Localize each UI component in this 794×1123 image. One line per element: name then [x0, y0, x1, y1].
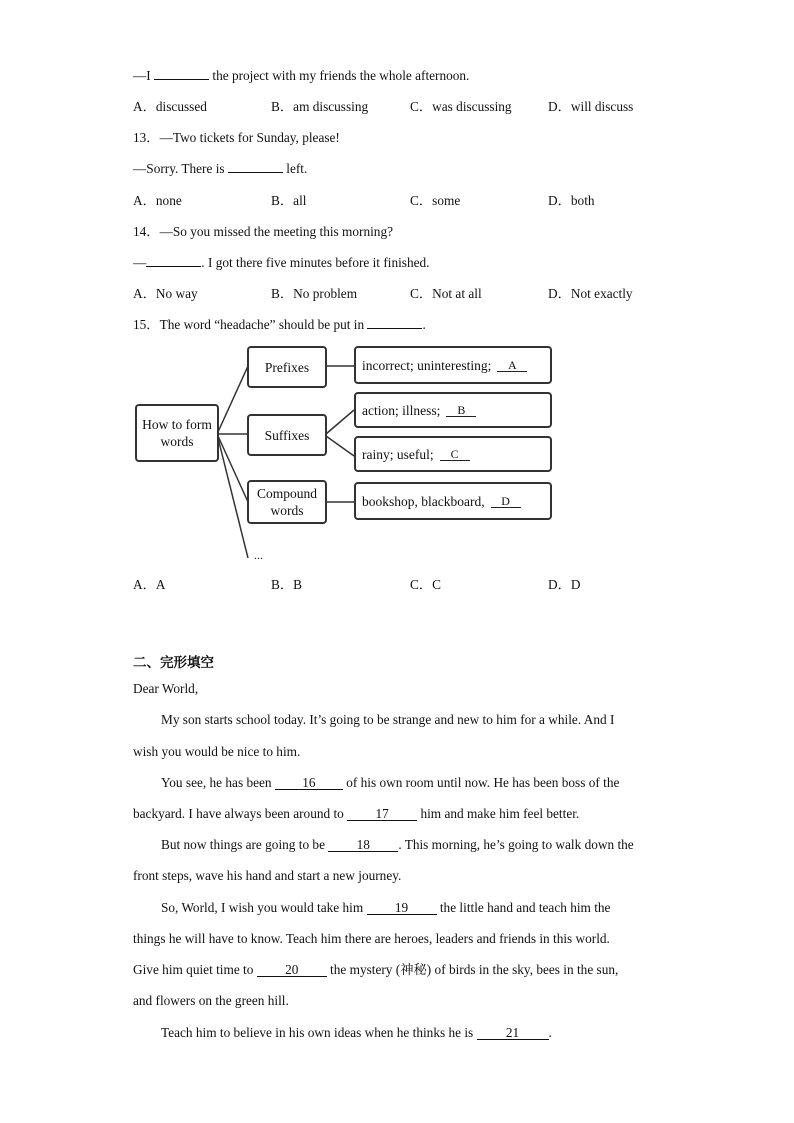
q12-option-b[interactable]: B．am discussing [271, 99, 369, 114]
q12-option-a[interactable]: A．discussed [133, 99, 207, 114]
q15-option-c[interactable]: C．C [410, 577, 442, 592]
passage-line: wish you would be nice to him. [133, 744, 301, 759]
passage-line: front steps, wave his hand and start a new journey. [133, 868, 402, 883]
answer-blank [146, 266, 201, 267]
ellipsis: ... [254, 548, 263, 562]
passage-line: My son starts school today. It’s going to be strange and new to him for a while. And I [161, 712, 615, 727]
suffix-examples-box-1: action; illness; B [354, 392, 552, 428]
q14-stem-1: 14．—So you missed the meeting this morning? [133, 224, 394, 239]
salutation: Dear World, [133, 681, 199, 696]
root-box: How to form words [135, 404, 219, 462]
prefixes-box: Prefixes [247, 346, 327, 388]
q15-option-a[interactable]: A．A [133, 577, 166, 592]
blank-c: C [440, 448, 470, 461]
answer-blank [228, 172, 283, 173]
compound-examples-box: bookshop, blackboard, D [354, 482, 552, 520]
passage-line: and flowers on the green hill. [133, 993, 289, 1008]
blank-21[interactable]: 21 [477, 1026, 549, 1040]
q13-option-c[interactable]: C．some [410, 193, 461, 208]
passage-line: Teach him to believe in his own ideas when he thinks he is 21 . [161, 1025, 552, 1040]
q14-option-d[interactable]: D．Not exactly [548, 286, 633, 301]
q12-stem: —I the project with my friends the whole afternoon. [133, 68, 470, 83]
q13-option-b[interactable]: B．all [271, 193, 307, 208]
q14-option-a[interactable]: A．No way [133, 286, 198, 301]
q13-stem-2: —Sorry. There is left. [133, 161, 308, 176]
compound-box: Compound words [247, 480, 327, 524]
blank-a: A [497, 359, 527, 372]
q13-stem-1: 13．—Two tickets for Sunday, please! [133, 130, 340, 145]
blank-d: D [491, 495, 521, 508]
passage-line: backyard. I have always been around to 17 him and make him feel better. [133, 806, 580, 821]
suffix-examples-box-2: rainy; useful; C [354, 436, 552, 472]
blank-20[interactable]: 20 [257, 963, 327, 977]
section-title: 二、完形填空 [133, 655, 214, 671]
q15-stem: 15．The word “headache” should be put in . [133, 317, 426, 332]
word-formation-diagram [130, 340, 570, 570]
prefix-examples-box: incorrect; uninteresting; A [354, 346, 552, 384]
q13-option-d[interactable]: D．both [548, 193, 595, 208]
q14-option-b[interactable]: B．No problem [271, 286, 358, 301]
q14-option-c[interactable]: C．Not at all [410, 286, 482, 301]
blank-19[interactable]: 19 [367, 901, 437, 915]
passage-line: Give him quiet time to 20 the mystery (神秘) of birds in the sky, bees in the sun, [133, 962, 619, 977]
passage-line: But now things are going to be 18 . This morning, he’s going to walk down the [161, 837, 634, 852]
answer-blank [367, 328, 422, 329]
q12-option-d[interactable]: D．will discuss [548, 99, 634, 114]
passage-line: You see, he has been 16 of his own room until now. He has been boss of the [161, 775, 620, 790]
passage-line: So, World, I wish you would take him 19 the little hand and teach him the [161, 900, 611, 915]
suffixes-box: Suffixes [247, 414, 327, 456]
answer-blank [154, 79, 209, 80]
blank-b: B [446, 404, 476, 417]
q12-option-c[interactable]: C．was discussing [410, 99, 512, 114]
q15-option-b[interactable]: B．B [271, 577, 303, 592]
q15-option-d[interactable]: D．D [548, 577, 581, 592]
blank-18[interactable]: 18 [328, 838, 398, 852]
blank-16[interactable]: 16 [275, 776, 343, 790]
q14-stem-2: — . I got there five minutes before it finished. [133, 255, 430, 270]
blank-17[interactable]: 17 [347, 807, 417, 821]
passage-line: things he will have to know. Teach him there are heroes, leaders and friends in this world. [133, 931, 610, 946]
q13-option-a[interactable]: A．none [133, 193, 182, 208]
